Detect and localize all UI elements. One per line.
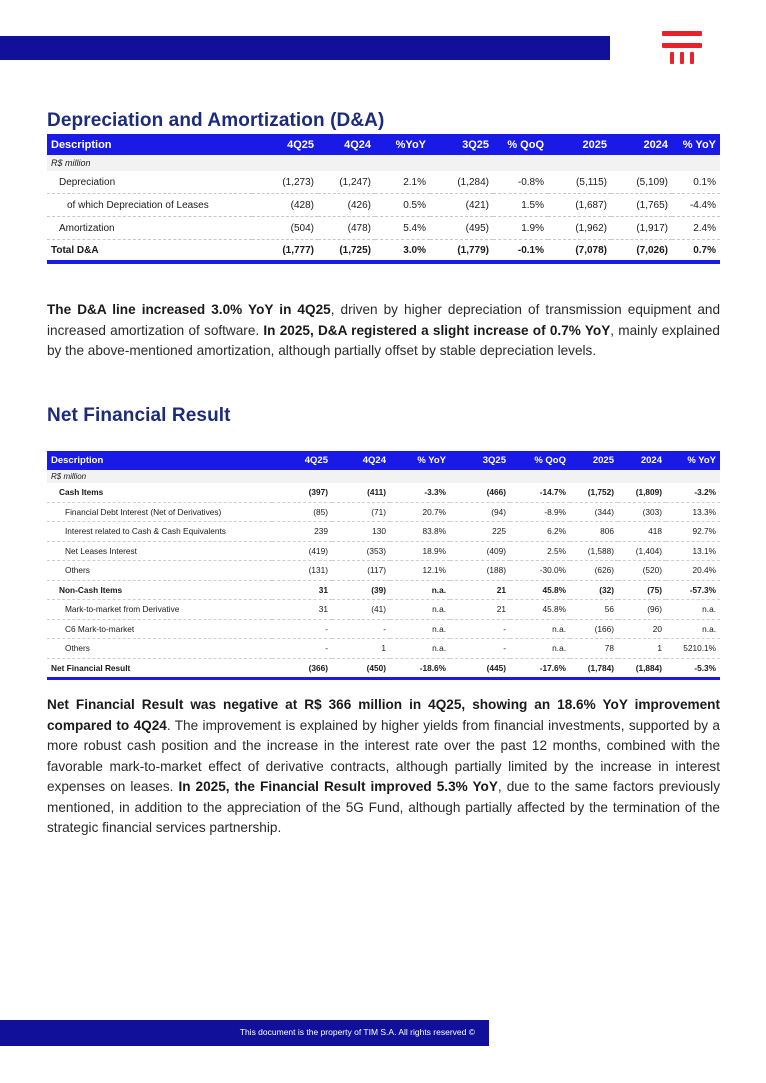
table-row — [47, 502, 720, 522]
row-label: Cash Items — [47, 483, 272, 502]
cell: 0.7% — [672, 240, 720, 263]
footer-bar — [0, 1020, 489, 1046]
cell: 1 — [618, 639, 666, 659]
nfr-text-1: . The improvement is explained by higher yields from financial investments, supported by a more robust cash position and the increase in the interest rate over the past 12 months, combined with the favorable mark-to-market effect of derivative contracts, although partially limited by the increase in interest expenses on leases. — [47, 717, 720, 794]
nfr-paragraph — [47, 695, 720, 839]
cell: (426) — [318, 194, 375, 217]
row-label: Financial Debt Interest (Net of Derivatives) — [47, 502, 272, 522]
da-unit-label: R$ million — [47, 155, 720, 171]
cell: 5.4% — [375, 217, 430, 240]
cell: (1,273) — [252, 171, 318, 194]
da-col-3q25: 3Q25 — [430, 134, 493, 155]
cell: (466) — [450, 483, 510, 502]
cell: (117) — [332, 561, 390, 581]
cell: (39) — [332, 580, 390, 600]
cell: (1,809) — [618, 483, 666, 502]
cell: n.a. — [510, 639, 570, 659]
table-row — [47, 619, 720, 639]
cell: (1,917) — [611, 217, 672, 240]
row-label: Net Leases Interest — [47, 541, 272, 561]
cell: (366) — [272, 658, 332, 679]
cell: 239 — [272, 522, 332, 542]
cell: n.a. — [666, 619, 720, 639]
cell: (131) — [272, 561, 332, 581]
cell: 78 — [570, 639, 618, 659]
cell: n.a. — [390, 619, 450, 639]
cell: 92.7% — [666, 522, 720, 542]
cell: (520) — [618, 561, 666, 581]
cell: (411) — [332, 483, 390, 502]
table-row — [47, 639, 720, 659]
row-label: Net Financial Result — [47, 658, 272, 679]
nfr-section-title: Net Financial Result — [47, 405, 231, 426]
da-col-2024: 2024 — [611, 134, 672, 155]
row-label: Mark-to-market from Derivative — [47, 600, 272, 620]
cell: 1 — [332, 639, 390, 659]
cell: - — [272, 639, 332, 659]
row-label: Others — [47, 561, 272, 581]
cell: (495) — [430, 217, 493, 240]
cell: 1.5% — [493, 194, 548, 217]
nfr-col-4q24: 4Q24 — [332, 451, 390, 470]
cell: 45.8% — [510, 600, 570, 620]
da-unit-row — [47, 155, 720, 171]
cell: (1,752) — [570, 483, 618, 502]
nfr-col-yoy: % YoY — [390, 451, 450, 470]
cell: -0.8% — [493, 171, 548, 194]
cell: 56 — [570, 600, 618, 620]
nfr-table — [47, 451, 720, 680]
cell: -17.6% — [510, 658, 570, 679]
cell: n.a. — [510, 619, 570, 639]
cell: n.a. — [390, 600, 450, 620]
da-col-yoy: %YoY — [375, 134, 430, 155]
da-col-4q25: 4Q25 — [252, 134, 318, 155]
row-label: Amortization — [47, 217, 252, 240]
cell: (7,026) — [611, 240, 672, 263]
cell: 5210.1% — [666, 639, 720, 659]
cell: -5.3% — [666, 658, 720, 679]
cell: (32) — [570, 580, 618, 600]
row-label: of which Depreciation of Leases — [47, 194, 252, 217]
cell: (94) — [450, 502, 510, 522]
row-label: Interest related to Cash & Cash Equivalents — [47, 522, 272, 542]
cell: (478) — [318, 217, 375, 240]
cell: 21 — [450, 600, 510, 620]
cell: -4.4% — [672, 194, 720, 217]
table-row — [47, 561, 720, 581]
footer-copyright: This document is the property of TIM S.A. All rights reserved © — [239, 1027, 475, 1037]
cell: 0.5% — [375, 194, 430, 217]
cell: 20.4% — [666, 561, 720, 581]
da-total-row — [47, 240, 720, 263]
nfr-text-2: , due to the same factors previously mentioned, in addition to the appreciation of the 5G Fund, although partially affected by the termination of the strategic financial services partnership. — [47, 779, 720, 835]
cell: -0.1% — [493, 240, 548, 263]
cell: 6.2% — [510, 522, 570, 542]
cell: - — [450, 639, 510, 659]
cell: (75) — [618, 580, 666, 600]
cell: -57.3% — [666, 580, 720, 600]
nfr-col-2025: 2025 — [570, 451, 618, 470]
cell: (1,687) — [548, 194, 611, 217]
row-label: C6 Mark-to-market — [47, 619, 272, 639]
cell: 13.3% — [666, 502, 720, 522]
cell: (96) — [618, 600, 666, 620]
cell: 45.8% — [510, 580, 570, 600]
cell: 18.9% — [390, 541, 450, 561]
nfr-col-4q25: 4Q25 — [272, 451, 332, 470]
cell: 2.4% — [672, 217, 720, 240]
cell: (1,884) — [618, 658, 666, 679]
da-highlight-2: In 2025, D&A registered a slight increase of 0.7% YoY — [263, 322, 611, 338]
cell: (85) — [272, 502, 332, 522]
nfr-col-3q25: 3Q25 — [450, 451, 510, 470]
tim-logo-icon — [662, 31, 702, 65]
cell: 225 — [450, 522, 510, 542]
cell: (419) — [272, 541, 332, 561]
cell: (409) — [450, 541, 510, 561]
cell: (1,962) — [548, 217, 611, 240]
table-row — [47, 541, 720, 561]
cell: (1,784) — [570, 658, 618, 679]
nfr-col-2024: 2024 — [618, 451, 666, 470]
cell: 13.1% — [666, 541, 720, 561]
nfr-unit-label: R$ million — [47, 470, 720, 483]
table-row — [47, 217, 720, 240]
cell: 1.9% — [493, 217, 548, 240]
cell: 130 — [332, 522, 390, 542]
cell: 20.7% — [390, 502, 450, 522]
cell: (1,588) — [570, 541, 618, 561]
cell: (1,779) — [430, 240, 493, 263]
nfr-highlight-2: In 2025, the Financial Result improved 5.3% YoY — [178, 779, 498, 794]
cell: (5,115) — [548, 171, 611, 194]
table-row — [47, 194, 720, 217]
da-table — [47, 134, 720, 264]
row-label: Non-Cash Items — [47, 580, 272, 600]
da-col-yoy-annual: % YoY — [672, 134, 720, 155]
nfr-col-qoq: % QoQ — [510, 451, 570, 470]
cell: (188) — [450, 561, 510, 581]
cell: (71) — [332, 502, 390, 522]
cell: 2.5% — [510, 541, 570, 561]
row-label: Total D&A — [47, 240, 252, 263]
cell: (1,247) — [318, 171, 375, 194]
da-header-row — [47, 134, 720, 155]
cell: -30.0% — [510, 561, 570, 581]
cell: (428) — [252, 194, 318, 217]
cell: (344) — [570, 502, 618, 522]
cell: (303) — [618, 502, 666, 522]
row-label: Depreciation — [47, 171, 252, 194]
cell: (450) — [332, 658, 390, 679]
cell: 418 — [618, 522, 666, 542]
table-row — [47, 580, 720, 600]
cell: (5,109) — [611, 171, 672, 194]
cell: -3.2% — [666, 483, 720, 502]
cell: 83.8% — [390, 522, 450, 542]
cell: - — [332, 619, 390, 639]
nfr-col-yoy-annual: % YoY — [666, 451, 720, 470]
cell: (1,725) — [318, 240, 375, 263]
cell: 2.1% — [375, 171, 430, 194]
cell: (1,777) — [252, 240, 318, 263]
cell: (626) — [570, 561, 618, 581]
cell: -18.6% — [390, 658, 450, 679]
cell: (397) — [272, 483, 332, 502]
cell: (353) — [332, 541, 390, 561]
cell: 31 — [272, 600, 332, 620]
da-col-qoq: % QoQ — [493, 134, 548, 155]
cell: (166) — [570, 619, 618, 639]
da-text-2: , mainly explained by the above-mentioned amortization, although partially offset by stable depreciation levels. — [47, 322, 720, 358]
cell: (7,078) — [548, 240, 611, 263]
cell: -14.7% — [510, 483, 570, 502]
cell: (445) — [450, 658, 510, 679]
cell: (41) — [332, 600, 390, 620]
table-row — [47, 522, 720, 542]
da-highlight-1: The D&A line increased 3.0% YoY in 4Q25 — [47, 302, 331, 317]
nfr-col-description: Description — [47, 451, 272, 470]
cell: (421) — [430, 194, 493, 217]
cell: - — [450, 619, 510, 639]
cell: -3.3% — [390, 483, 450, 502]
nfr-total-row — [47, 658, 720, 679]
table-row — [47, 483, 720, 502]
da-text-1: , driven by higher depreciation of transmission equipment and increased amortization of software. — [47, 302, 720, 338]
cell: 806 — [570, 522, 618, 542]
cell: n.a. — [390, 580, 450, 600]
cell: n.a. — [666, 600, 720, 620]
da-col-description: Description — [47, 134, 252, 155]
table-row — [47, 171, 720, 194]
nfr-unit-row — [47, 470, 720, 483]
cell: (504) — [252, 217, 318, 240]
cell: 12.1% — [390, 561, 450, 581]
table-row — [47, 600, 720, 620]
row-label: Others — [47, 639, 272, 659]
da-col-4q24: 4Q24 — [318, 134, 375, 155]
header-bar — [0, 36, 610, 60]
cell: n.a. — [390, 639, 450, 659]
nfr-highlight-1: Net Financial Result was negative at R$ 366 million in 4Q25, showing an 18.6% YoY improvement compared to 4Q24 — [47, 697, 720, 733]
cell: 3.0% — [375, 240, 430, 263]
cell: - — [272, 619, 332, 639]
cell: (1,765) — [611, 194, 672, 217]
cell: (1,284) — [430, 171, 493, 194]
cell: 21 — [450, 580, 510, 600]
cell: -8.9% — [510, 502, 570, 522]
cell: 0.1% — [672, 171, 720, 194]
da-paragraph — [47, 300, 720, 362]
da-section-title: Depreciation and Amortization (D&A) — [47, 110, 385, 131]
cell: 31 — [272, 580, 332, 600]
cell: (1,404) — [618, 541, 666, 561]
da-col-2025: 2025 — [548, 134, 611, 155]
nfr-header-row — [47, 451, 720, 470]
cell: 20 — [618, 619, 666, 639]
